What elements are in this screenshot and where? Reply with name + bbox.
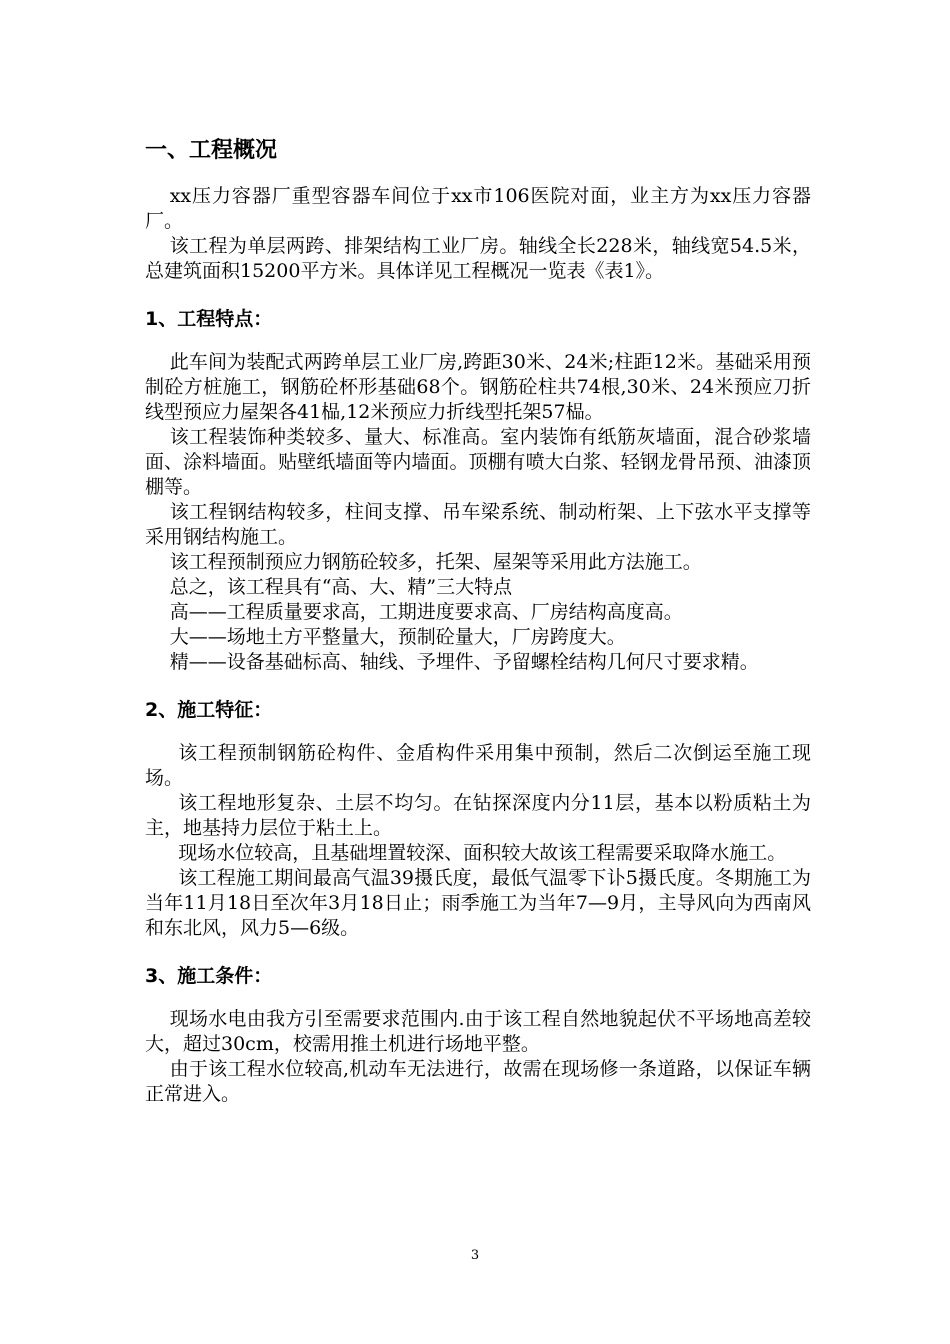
section-paragraph: 总之，该工程具有“高、大、精”三大特点	[169, 576, 513, 598]
section-paragraph: 由于该工程水位较高,机动车无法进行，故需在现场修一条道路，以保证车辆正常进入。	[145, 1058, 811, 1105]
section-construction-characteristics	[145, 697, 811, 941]
section-paragraph: 该工程装饰种类较多、量大、标准高。室内装饰有纸筋灰墙面，混合砂浆墙面、涂料墙面。贴壁纸墙面等内墙面。顶棚有喷大白浆、轻钢龙骨吊预、油漆顶棚等。	[145, 426, 811, 498]
section-paragraph: 此车间为装配式两跨单层工业厂房,跨距30米、24米;柱距12米。基础采用预制砼方桩施工，钢筋砼杯形基础68个。钢筋砼柱共74根,30米、24米预应刀折线型预应力屋架各41榀,12米预应力折线型托架57榀。	[145, 351, 811, 423]
section-paragraph: 精——设备基础标高、轴线、予埋件、予留螺栓结构几何尺寸要求精。	[169, 651, 759, 673]
overview-paragraph: xx压力容器厂重型容器车间位于xx市106医院对面，业主方为xx压力容器厂。	[145, 185, 811, 232]
page-number: 3	[470, 1248, 480, 1263]
overview-section	[145, 184, 811, 284]
section-paragraph: 该工程施工期间最高气温39摄氏度，最低气温零下讣5摄氏度。冬期施工为当年11月18日至次年3月18日止；雨季施工为当年7—9月，主导风向为西南风和东北风，风力5—6级。	[145, 867, 811, 939]
section-project-features	[145, 306, 811, 675]
section-paragraph: 现场水位较高，且基础埋置较深、面积较大故该工程需要采取降水施工。	[178, 842, 787, 864]
page-title: 一、工程概况	[145, 138, 278, 163]
section-paragraph: 该工程地形复杂、土层不均匀。在钻探深度内分11层，基本以粉质粘土为主，地基持力层位于粘土上。	[145, 792, 811, 839]
section-heading: 3、施工条件：	[145, 965, 273, 987]
document-page	[145, 136, 811, 1129]
section-paragraph: 高——工程质量要求高，工期进度要求高、厂房结构高度高。	[169, 601, 683, 623]
section-paragraph: 现场水电由我方引至需要求范围内.由于该工程自然地貌起伏不平场地高差较大，超过30cm，校需用推土机进行场地平整。	[145, 1008, 811, 1055]
section-paragraph: 大——场地土方平整量大，预制砼量大，厂房跨度大。	[169, 626, 626, 648]
section-paragraph: 该工程预制预应力钢筋砼较多，托架、屋架等采用此方法施工。	[169, 551, 702, 573]
section-paragraph: 该工程钢结构较多，柱间支撑、吊车梁系统、制动桁架、上下弦水平支撑等采用钢结构施工。	[145, 501, 811, 548]
section-heading: 2、施工特征：	[145, 699, 273, 721]
section-paragraph: 该工程预制钢筋砼构件、金盾构件采用集中预制，然后二次倒运至施工现场。	[145, 742, 811, 789]
section-heading: 1、工程特点：	[145, 308, 273, 330]
overview-paragraph: 该工程为单层两跨、排架结构工业厂房。轴线全长228米，轴线宽54.5米，总建筑面积15200平方米。具体详见工程概况一览表《表1》。	[145, 235, 811, 282]
section-construction-conditions	[145, 963, 811, 1107]
